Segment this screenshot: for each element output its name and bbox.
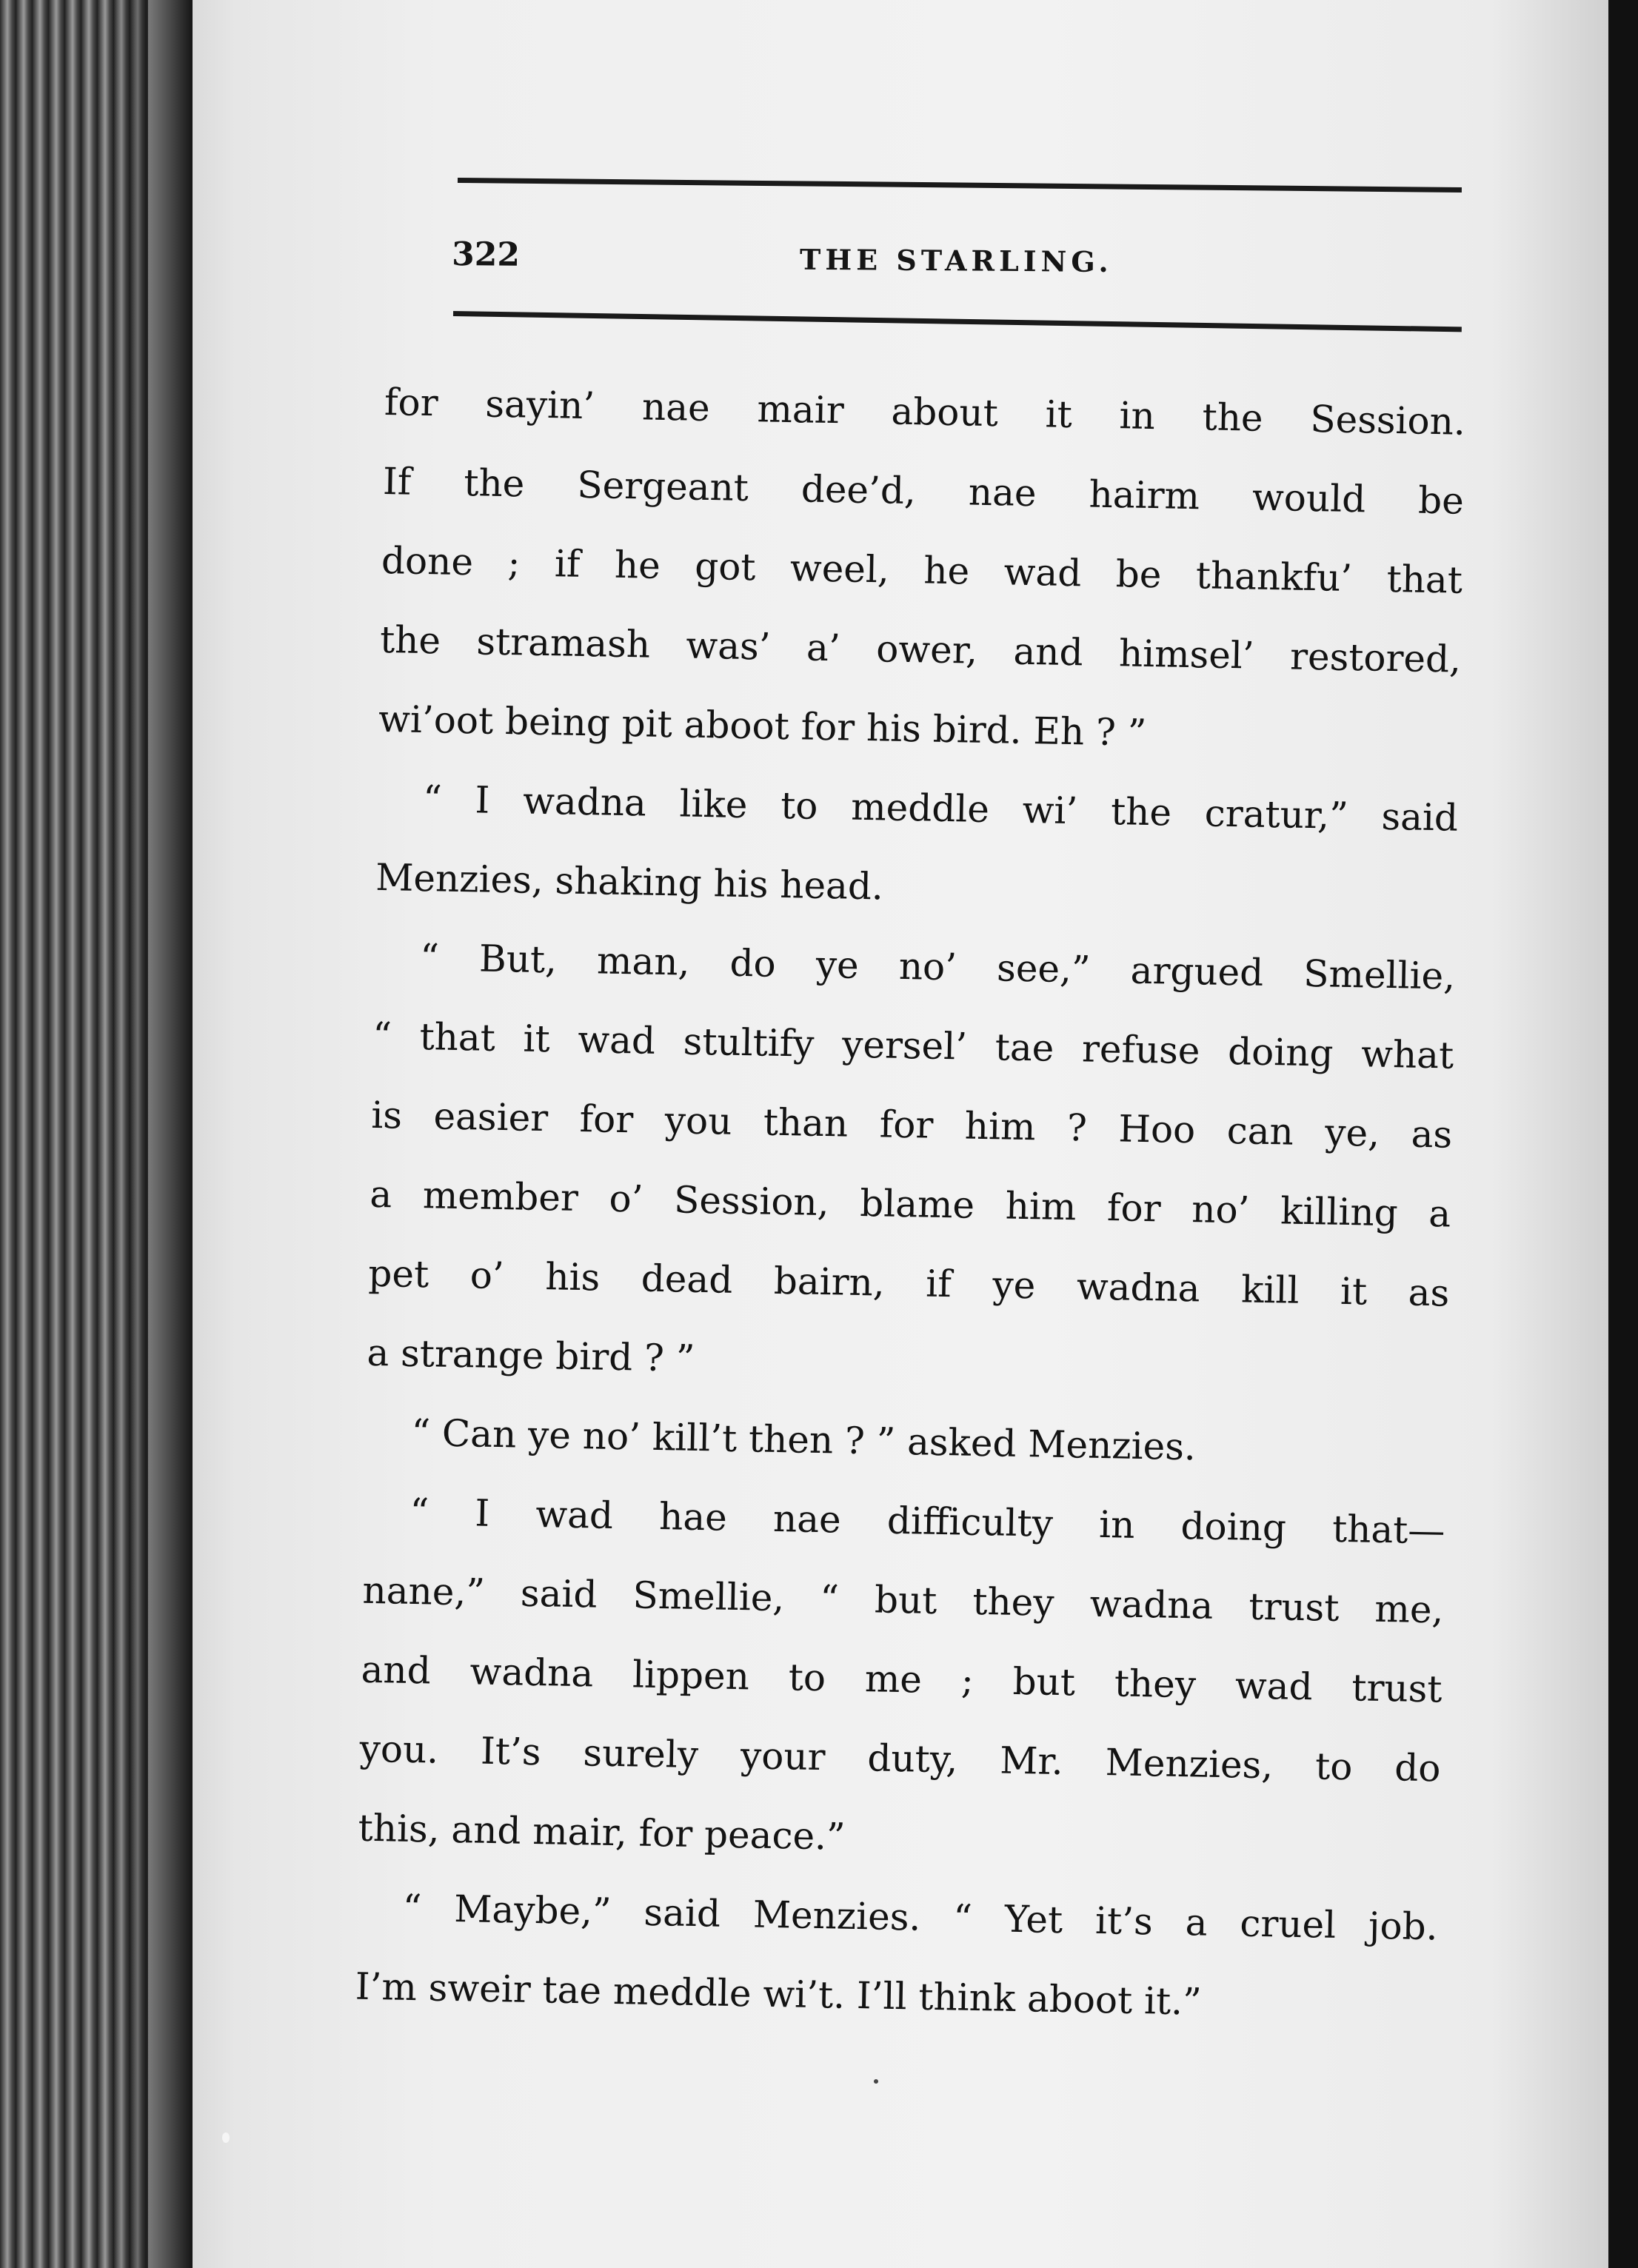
page-number: 322 xyxy=(451,235,521,274)
body-text xyxy=(355,363,1466,2046)
text-line: pet o’ his dead bairn, if ye wadna kill it as xyxy=(367,1251,1450,1315)
scan-border-right xyxy=(1608,0,1638,2268)
gutter-shadow xyxy=(111,0,193,2268)
text-line: “ But, man, do ye no’ see,” argued Smellie, xyxy=(419,936,1456,998)
text-line: this, and mair, for peace.” xyxy=(358,1806,846,1859)
text-line: for sayin’ nae mair about it in the Session. xyxy=(384,380,1466,444)
running-head xyxy=(452,235,1460,295)
paper-speck xyxy=(222,2132,230,2143)
text-line: “ I wad hae nae difficulty in doing that— xyxy=(410,1490,1445,1553)
text-line: “ I wadna like to meddle wi’ the cratur,” said xyxy=(422,777,1459,840)
text-line: If the Sergeant dee’d, nae hairm would be xyxy=(382,459,1465,523)
text-line: a strange bird ? ” xyxy=(366,1331,695,1380)
text-line: “ Can ye no’ kill’t then ? ” asked Menzies. xyxy=(410,1411,1197,1469)
text-line: is easier for you than for him ? Hoo can ye, as xyxy=(370,1093,1453,1157)
text-line: the stramash was’ a’ ower, and himsel’ restored, xyxy=(379,618,1462,681)
text-line: a member o’ Session, blame him for no’ killing a xyxy=(369,1172,1451,1236)
text-line: done ; if he got weel, he wad be thankfu’ that xyxy=(381,538,1463,602)
text-line: wi’oot being pit aboot for his bird. Eh ? ” xyxy=(378,697,1147,755)
paper-speck xyxy=(874,2079,878,2084)
running-title: THE STARLING. xyxy=(799,242,1113,279)
text-line: I’m sweir tae meddle wi’t. I’ll think aboot it.” xyxy=(355,1964,1203,2024)
text-line: and wadna lippen to me ; but they wad trust xyxy=(361,1648,1443,1711)
text-line: “ Maybe,” said Menzies. “ Yet it’s a cruel job. xyxy=(402,1886,1439,1949)
text-line: Menzies, shaking his head. xyxy=(375,855,884,909)
text-line: nane,” said Smellie, “ but they wadna trust me, xyxy=(362,1568,1444,1632)
text-line: “ that it wad stultify yersel’ tae refuse doing what xyxy=(372,1014,1454,1077)
text-line: you. It’s surely your duty, Mr. Menzies, to do xyxy=(359,1727,1441,1790)
